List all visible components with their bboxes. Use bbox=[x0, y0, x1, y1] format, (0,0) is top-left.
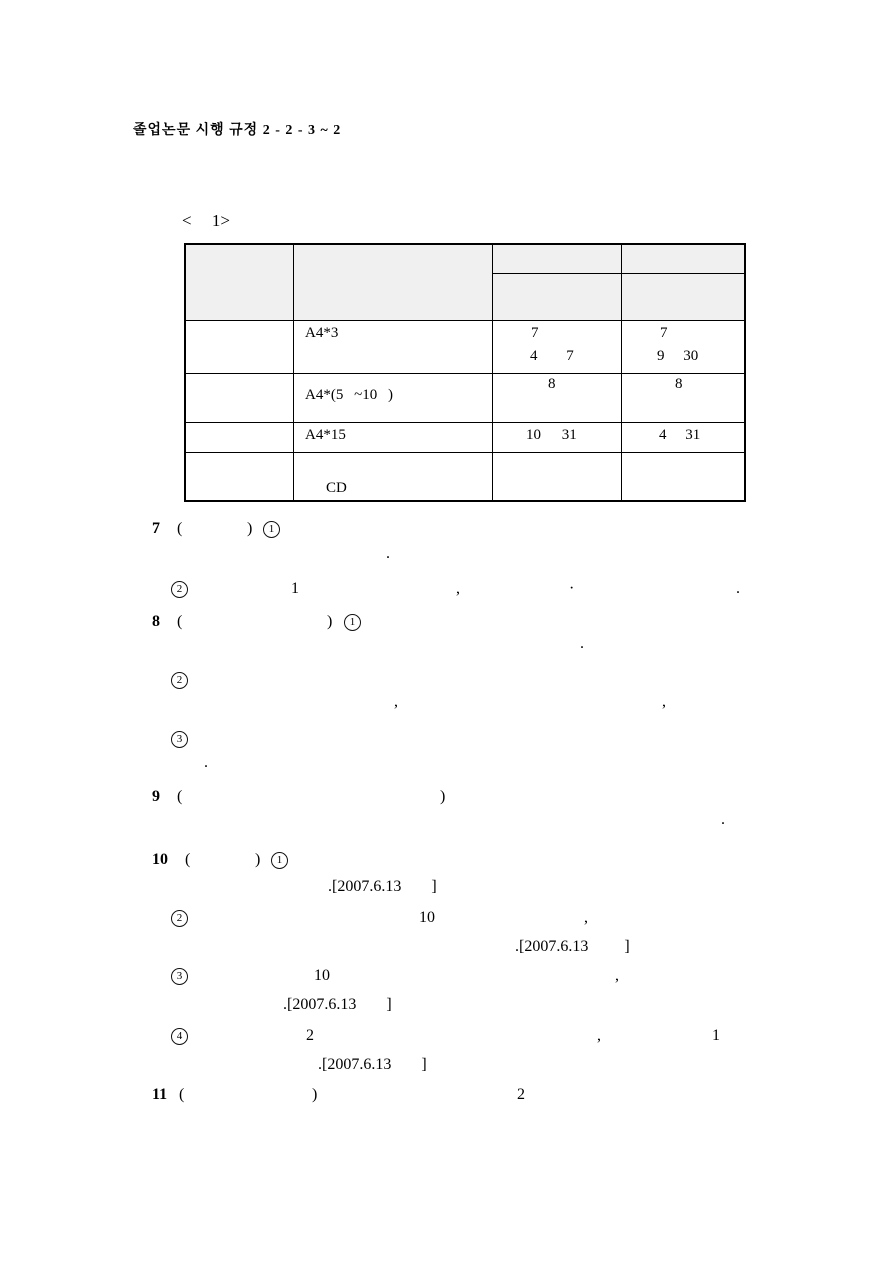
section-7-paren-open: ( bbox=[177, 520, 183, 537]
submission-table bbox=[184, 243, 746, 502]
section-7-item2-middot: · bbox=[569, 580, 575, 597]
table-row3-col3: 10 31 bbox=[526, 427, 577, 443]
section-10-item4-amendment-ref: .[2007.6.13 ] bbox=[318, 1056, 427, 1073]
circled-number-1: 1 bbox=[263, 521, 280, 538]
circled-number-3: 3 bbox=[171, 968, 188, 985]
table-row1-col4-top: 7 bbox=[660, 325, 668, 341]
table-row2-col4: 8 bbox=[675, 376, 683, 392]
section-10-item3-amendment-ref: .[2007.6.13 ] bbox=[283, 996, 392, 1013]
section-10-paren-open: ( bbox=[185, 851, 191, 868]
section-10-item3-comma: , bbox=[615, 967, 619, 984]
circled-number-2: 2 bbox=[171, 910, 188, 927]
table-row1-col4-bottom: 9 30 bbox=[657, 348, 699, 364]
section-7-period: . bbox=[386, 545, 390, 562]
section-10-item4-number1: 2 bbox=[306, 1027, 314, 1044]
table-header-bottom-line bbox=[186, 320, 744, 321]
circled-number-2: 2 bbox=[171, 581, 188, 598]
table-header-fill bbox=[186, 245, 744, 320]
table-row2-col3: 8 bbox=[548, 376, 556, 392]
section-10-item3-number: 10 bbox=[314, 967, 330, 984]
section-10-item1-amendment-ref: .[2007.6.13 ] bbox=[328, 878, 437, 895]
section-9-paren-close: ) bbox=[440, 788, 446, 805]
table-caption: < 1> bbox=[182, 211, 230, 230]
section-7-item2-comma: , bbox=[456, 580, 460, 597]
section-10-number: 10 bbox=[152, 851, 168, 868]
table-row3-col4: 4 31 bbox=[659, 427, 701, 443]
section-9-period: . bbox=[721, 811, 725, 828]
page-header-title: 졸업논문 시행 규정 2 - 2 - 3 ~ 2 bbox=[133, 123, 342, 138]
section-8-paren-close: ) bbox=[327, 613, 333, 630]
section-9-paren-open: ( bbox=[177, 788, 183, 805]
circled-number-1: 1 bbox=[344, 614, 361, 631]
table-row1-line bbox=[186, 373, 744, 374]
table-row4-spec: CD bbox=[326, 480, 347, 496]
section-8-item2-comma1: , bbox=[394, 693, 398, 710]
section-7-item2-number: 1 bbox=[291, 580, 299, 597]
table-row1-col3-top: 7 bbox=[531, 325, 539, 341]
section-8-paren-open: ( bbox=[177, 613, 183, 630]
table-row1-col3-bottom: 4 7 bbox=[530, 348, 574, 364]
table-row3-spec: A4*15 bbox=[305, 427, 346, 443]
table-header-subline bbox=[492, 273, 744, 274]
section-8-item3-period: . bbox=[204, 754, 208, 771]
section-11-paren-close: ) bbox=[312, 1086, 318, 1103]
section-10-item2-number: 10 bbox=[419, 909, 435, 926]
section-10-item4-number2: 1 bbox=[712, 1027, 720, 1044]
section-11-paren-open: ( bbox=[179, 1086, 185, 1103]
section-7-number: 7 bbox=[152, 520, 160, 537]
section-9-number: 9 bbox=[152, 788, 160, 805]
section-7-item2-period: . bbox=[736, 580, 740, 597]
section-8-item2-comma2: , bbox=[662, 693, 666, 710]
section-8-period: . bbox=[580, 635, 584, 652]
table-row3-line bbox=[186, 452, 744, 453]
table-row2-spec: A4*(5 ~10 ) bbox=[305, 387, 393, 403]
table-row2-line bbox=[186, 422, 744, 423]
section-7-paren-close: ) bbox=[247, 520, 253, 537]
section-11-number-2: 2 bbox=[517, 1086, 525, 1103]
section-11-number: 11 bbox=[152, 1086, 168, 1103]
circled-number-1: 1 bbox=[271, 852, 288, 869]
section-10-item2-comma: , bbox=[584, 909, 588, 926]
section-8-number: 8 bbox=[152, 613, 160, 630]
section-10-item4-comma: , bbox=[597, 1027, 601, 1044]
table-row1-spec: A4*3 bbox=[305, 325, 339, 341]
section-10-paren-close: ) bbox=[255, 851, 261, 868]
circled-number-4: 4 bbox=[171, 1028, 188, 1045]
circled-number-3: 3 bbox=[171, 731, 188, 748]
section-10-item2-amendment-ref: .[2007.6.13 ] bbox=[515, 938, 630, 955]
circled-number-2: 2 bbox=[171, 672, 188, 689]
